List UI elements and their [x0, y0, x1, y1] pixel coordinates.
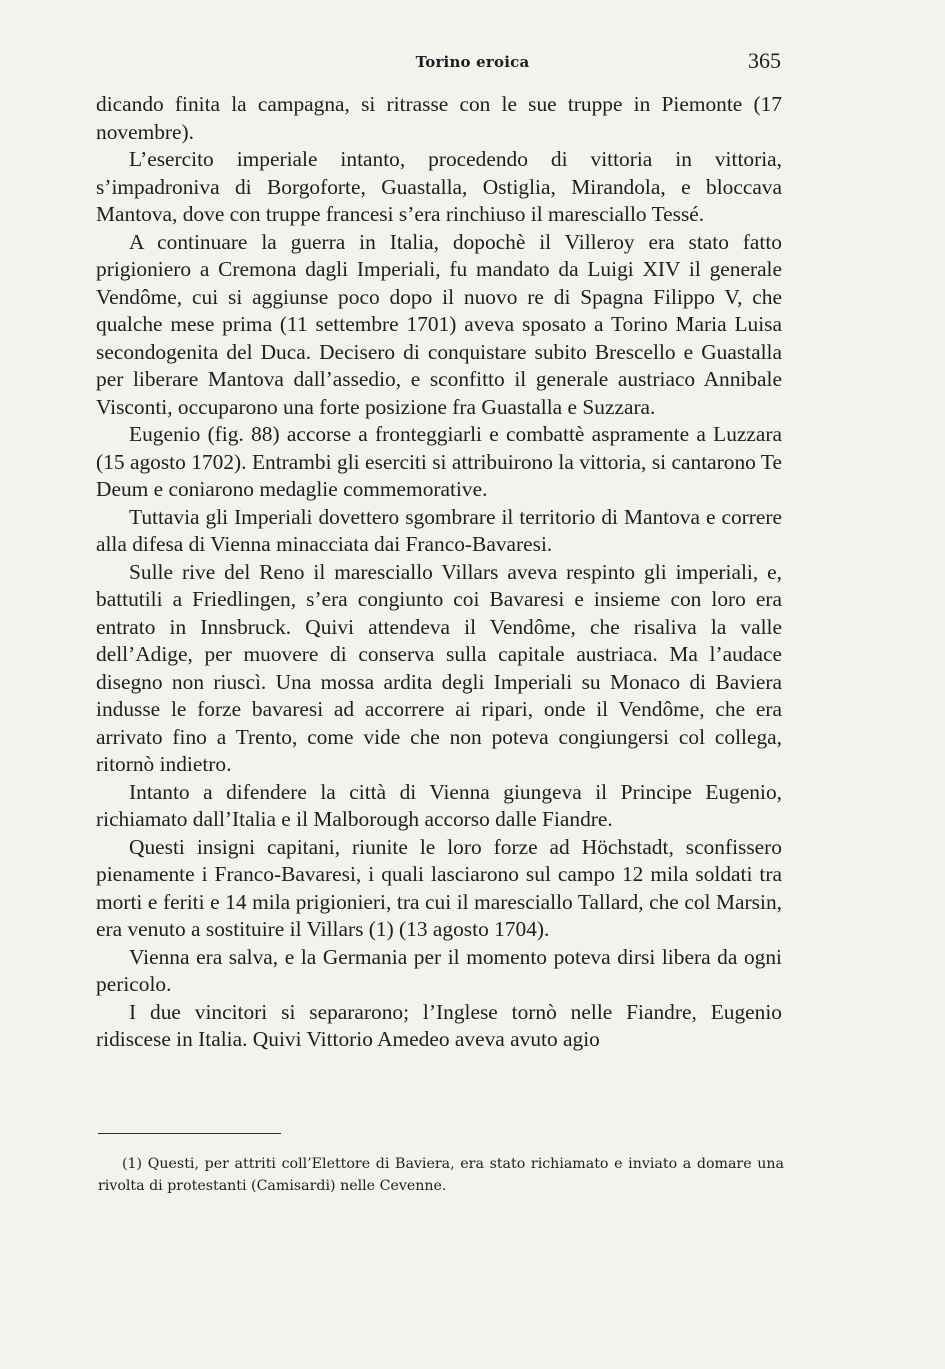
main-text — [96, 91, 782, 1054]
page-number: 365 — [748, 48, 781, 73]
paragraph-8: Questi insigni capitani, riunite le loro forze ad Höchstadt, sconfissero pienamente i Franco-Bavaresi, i quali lasciarono sul campo 12 mila soldati tra morti e feriti e 14 mila prigionieri, tra cui il maresciallo Tallard, che col Marsin, era venuto a sostituire il Villars (1) (13 agosto 1704). — [96, 834, 782, 941]
footnote-1: (1) Questi, per attriti coll’Elettore di Baviera, era stato richiamato e inviato a domare una rivolta di protestanti (Camisardi) nelle Cevenne. — [98, 1156, 784, 1194]
paragraph-5: Tuttavia gli Imperiali dovettero sgombrare il territorio di Mantova e correre alla difesa di Vienna minacciata dai Franco-Bavaresi. — [96, 504, 782, 556]
paragraph-3: A continuare la guerra in Italia, dopochè il Villeroy era stato fatto prigioniero a Cremona dagli Imperiali, fu mandato da Luigi XIV il generale Vendôme, cui si aggiunse poco dopo il nuovo re di Spagna Filippo V, che qualche mese prima (11 settembre 1701) aveva sposato a Torino Maria Luisa secondogenita del Duca. Decisero di conquistare subito Brescello e Guastalla per liberare Mantova dall’assedio, e sconfitto il generale austriaco Annibale Visconti, occuparono una forte posizione fra Guastalla e Suzzara. — [96, 229, 782, 419]
paragraph-2: L’esercito imperiale intanto, procedendo di vittoria in vittoria, s’impadroniva di Borgoforte, Guastalla, Ostiglia, Mirandola, e bloccava Mantova, dove con truppe francesi s’era rinchiuso il maresciallo Tessé. — [96, 147, 782, 226]
paragraph-1: dicando finita la campagna, si ritrasse con le sue truppe in Piemonte (17 novembre). — [96, 92, 782, 144]
paragraph-6: Sulle rive del Reno il maresciallo Villars aveva respinto gli imperiali, e, battutili a Friedlingen, s’era congiunto coi Bavaresi e insieme con loro era entrato in Innsbruck. Quivi attendeva il Vendôme, che risaliva la valle dell’Adige, per muovere di conserva sulla capitale austriaca. Ma l’audace disegno non riuscì. Una mossa ardita degli Imperiali su Monaco di Baviera indusse le forze bavaresi ad accorrere ai ripari, onde il Vendôme, che era arrivato fino a Trento, come vide che non poteva congiungersi col collega, ritornò indietro. — [96, 559, 782, 776]
paragraph-10: I due vincitori si separarono; l’Inglese tornò nelle Fiandre, Eugenio ridiscese in Italia. Quivi Vittorio Amedeo aveva avuto agio — [96, 999, 782, 1051]
footnotes — [98, 1153, 784, 1197]
running-title: Torino eroica — [415, 53, 530, 71]
paragraph-7: Intanto a difendere la città di Vienna giungeva il Principe Eugenio, richiamato dall’Italia e il Malborough accorso dalle Fiandre. — [96, 779, 782, 831]
footnote-divider — [98, 1133, 281, 1134]
paragraph-9: Vienna era salva, e la Germania per il momento poteva dirsi libera da ogni pericolo. — [96, 944, 782, 996]
paragraph-4: Eugenio (fig. 88) accorse a fronteggiarli e combattè aspramente a Luzzara (15 agosto 1702). Entrambi gli eserciti si attribuirono la vittoria, si cantarono Te Deum e coniarono medaglie commemorative. — [96, 422, 782, 501]
